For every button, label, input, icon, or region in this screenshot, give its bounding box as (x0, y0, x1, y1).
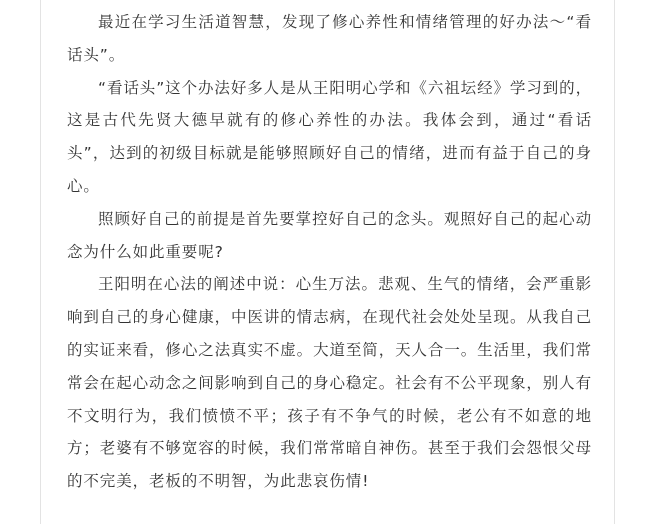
paragraph-premise: 照顾好自己的前提是首先要掌控好自己的念头。观照好自己的起心动念为什么如此重要呢? (67, 209, 592, 261)
article-body (67, 6, 592, 498)
paragraph-intro: 最近在学习生活道智慧，发现了修心养性和情绪管理的好办法～“看话头”。 (67, 13, 592, 64)
paragraph-kanhuatou: “看话头”这个办法好多人是从王阳明心学和《六祖坛经》学习到的，这是古代先贤大德早就有的修心养性的办法。我体会到，通过“看话头”，达到的初级目标就是能够照顾好自己的情绪，进而有益于自己的身心。 (67, 78, 592, 195)
paragraph-wang-yangming: 王阳明在心法的阐述中说：心生万法。悲观、生气的情绪，会严重影响到自己的身心健康，中医讲的情志病，在现代社会处处呈现。从我自己的实证来看，修心之法真实不虚。大道至简，天人合一。生活里，我们常常会在起心动念之间影响到自己的身心稳定。社会有不公平现象，别人有不文明行为，我们愤愤不平；孩子有不争气的时候，老公有不如意的地方；老婆有不够宽容的时候，我们常常暗自神伤。甚至于我们会怨恨父母的不完美，老板的不明智，为此悲哀伤情! (67, 275, 592, 491)
